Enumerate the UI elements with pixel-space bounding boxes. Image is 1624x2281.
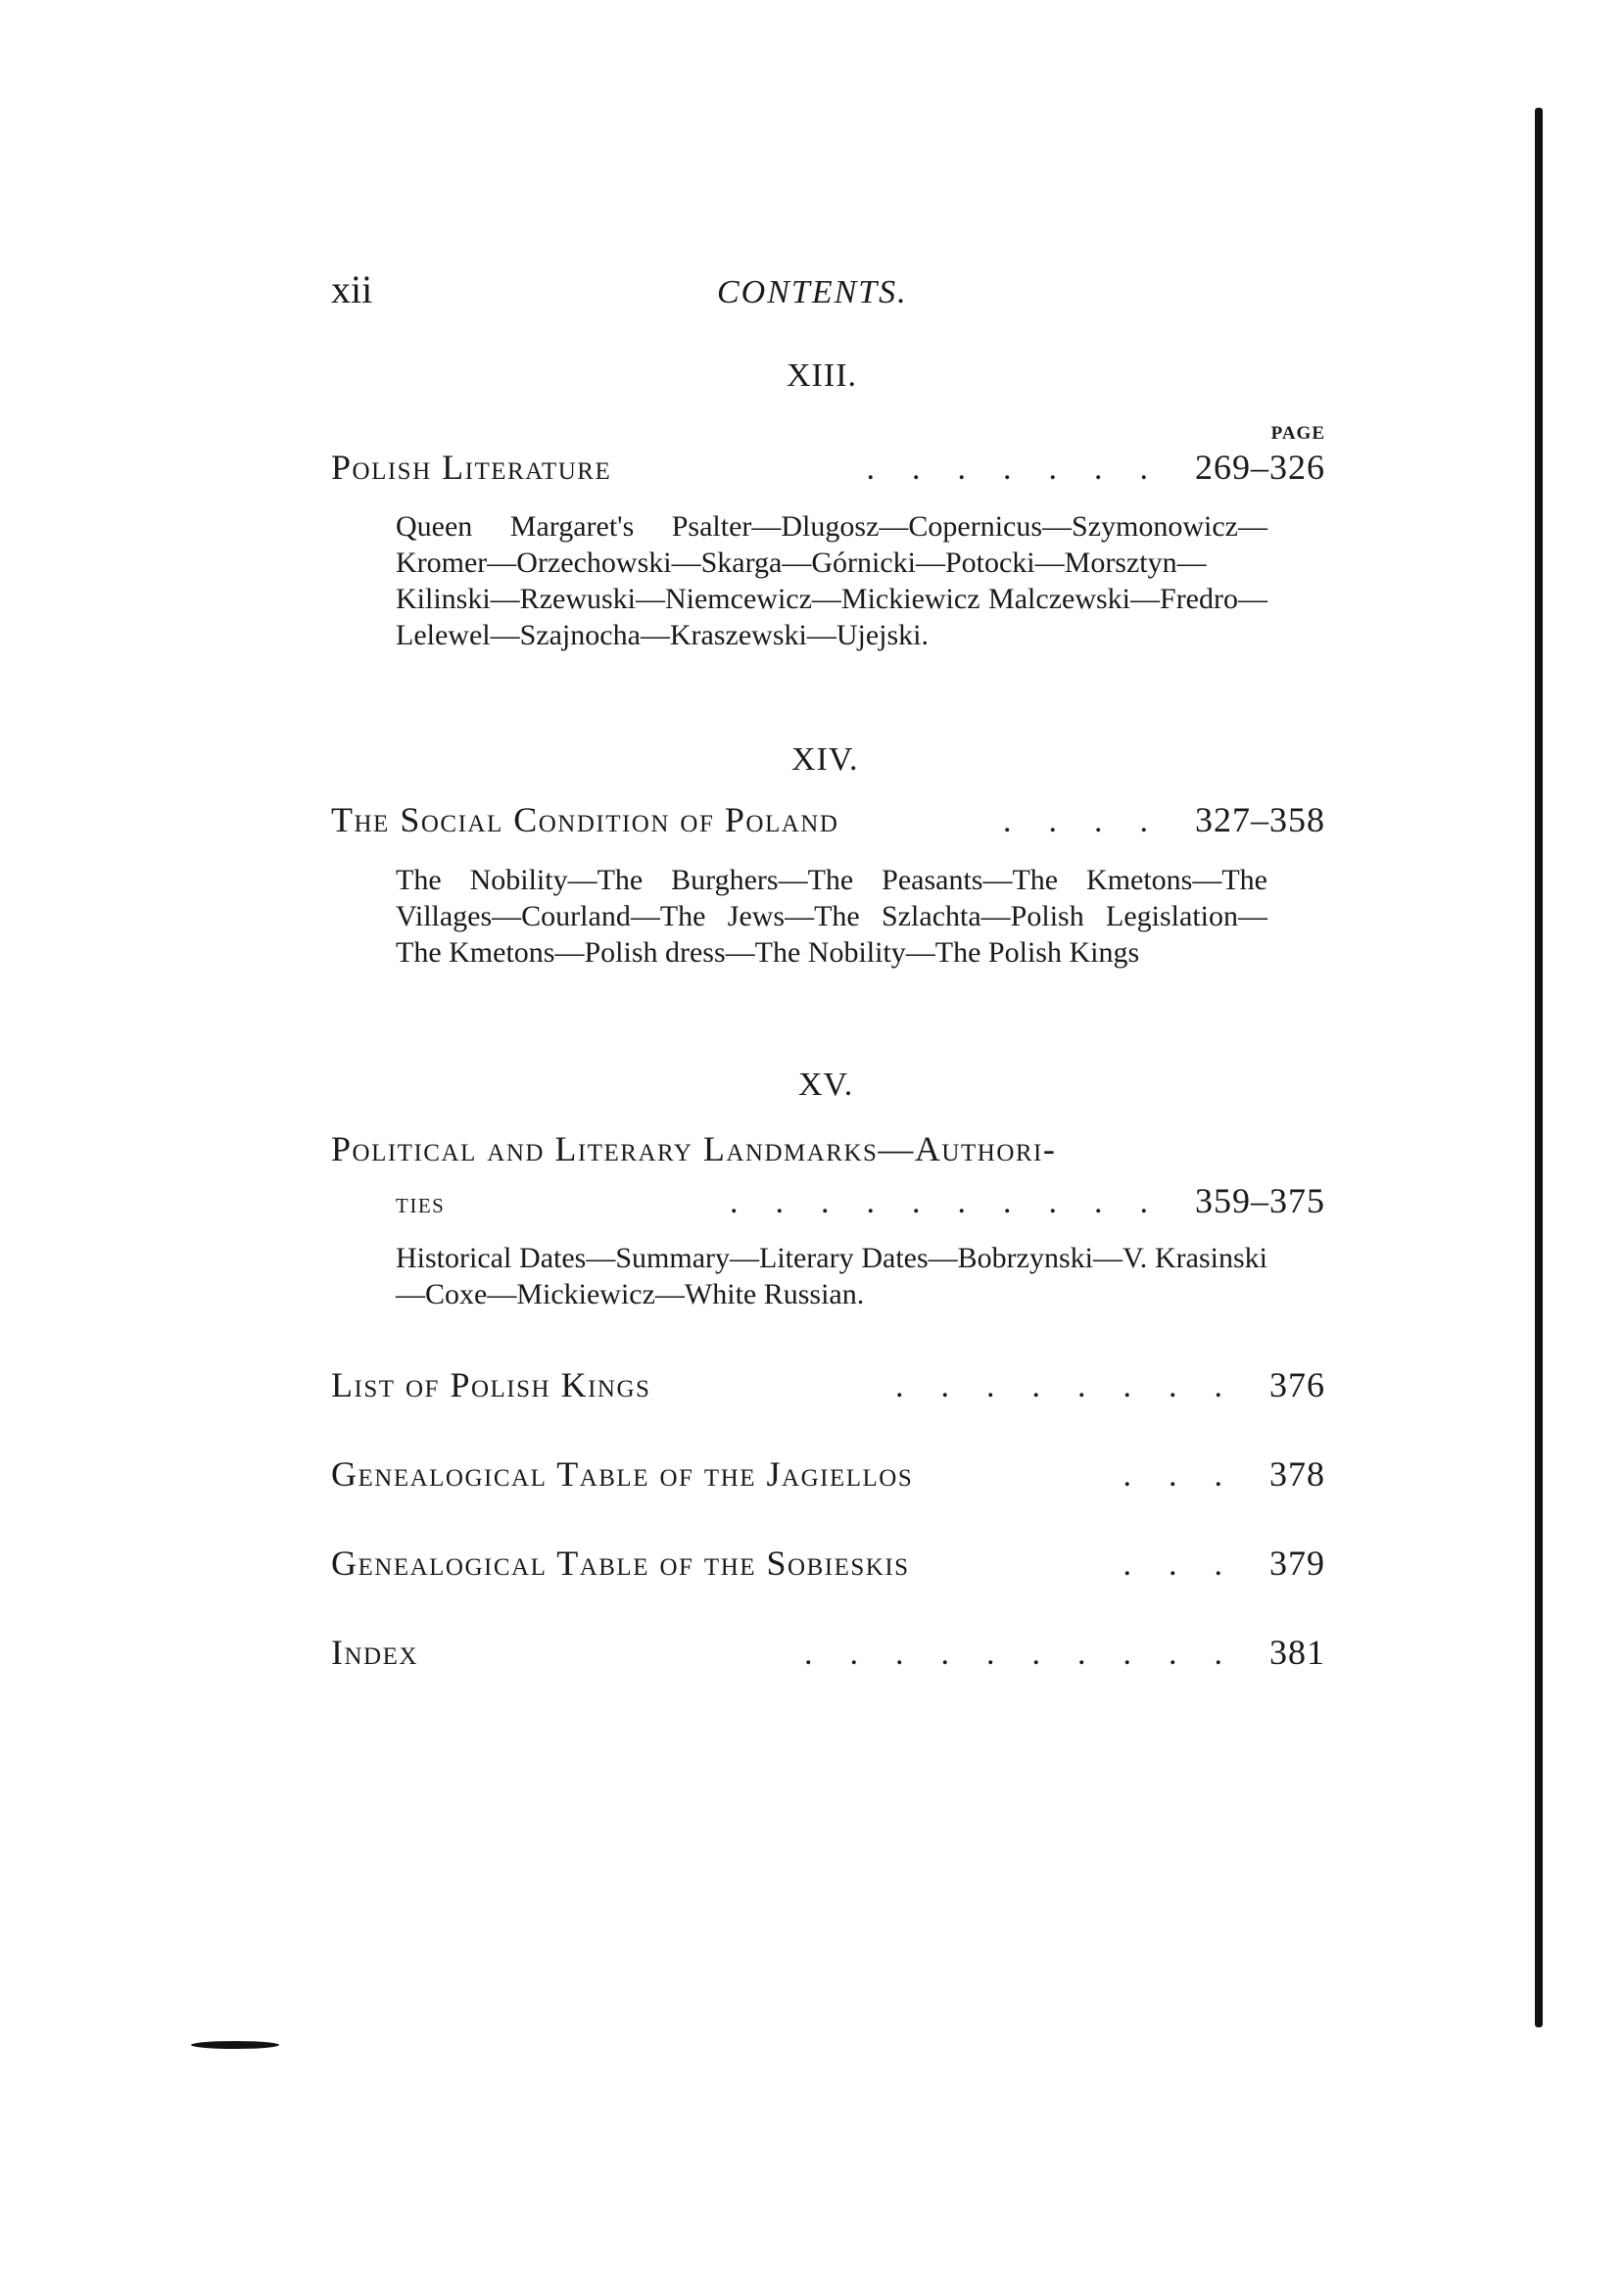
page-number: xii bbox=[331, 267, 373, 311]
entry-title: Index bbox=[331, 1633, 418, 1672]
dot-leader: ... bbox=[1122, 1457, 1260, 1494]
dot-leader: .......... bbox=[804, 1636, 1260, 1672]
toc-entry-index[interactable] bbox=[331, 1632, 1325, 1683]
entry-title: List of Polish Kings bbox=[331, 1365, 651, 1404]
entry-title-continuation: ties bbox=[396, 1187, 446, 1219]
entry-title: Genealogical Table of the Jagiellos bbox=[331, 1454, 914, 1494]
entry-pages: 378 bbox=[1269, 1454, 1325, 1494]
toc-entry-polish-literature[interactable] bbox=[331, 447, 1325, 498]
toc-entry-sobieskis[interactable] bbox=[331, 1543, 1325, 1593]
entry-description: The Nobility—The Burghers—The Peasants—The Kmetons—The Villages—Courland—The Jews—The Szlachta—Polish Legislation—The Kmetons—Polish dress—The Nobility—The Polish Kings bbox=[396, 864, 1267, 969]
entry-pages: 381 bbox=[1269, 1633, 1325, 1672]
entry-title: Genealogical Table of the Sobieskis bbox=[331, 1544, 910, 1583]
toc-entry-jagiellos[interactable] bbox=[331, 1453, 1325, 1504]
dot-leader: ... bbox=[1122, 1546, 1260, 1583]
toc-entry-social-condition[interactable] bbox=[331, 799, 1325, 850]
section-numeral-xv: XV. bbox=[798, 1067, 854, 1103]
entry-pages: 379 bbox=[1269, 1544, 1325, 1583]
toc-entry-political-landmarks[interactable] bbox=[331, 1128, 1325, 1179]
entry-title: Polish Literature bbox=[331, 448, 612, 487]
dot-leader: .... bbox=[1003, 803, 1185, 839]
section-numeral-xiii: XIII. bbox=[787, 357, 858, 394]
entry-title: Political and Literary Landmarks—Authori- bbox=[331, 1129, 1057, 1168]
ink-smudge bbox=[191, 2041, 279, 2049]
dot-leader: ........ bbox=[895, 1368, 1260, 1404]
page-column-label: PAGE bbox=[1270, 423, 1325, 444]
entry-pages: 359–375 bbox=[1195, 1181, 1325, 1220]
dot-leader: ....... bbox=[866, 451, 1185, 487]
dot-leader: .......... bbox=[730, 1184, 1185, 1220]
entry-description: Historical Dates—Summary—Literary Dates—Bobrzynski—V. Krasinski—Coxe—Mickiewicz—White Russian. bbox=[396, 1242, 1267, 1310]
toc-entry-list-of-kings[interactable] bbox=[331, 1364, 1325, 1415]
page-edge-shadow bbox=[1535, 108, 1543, 2027]
toc-entry-political-landmarks-cont[interactable] bbox=[396, 1180, 1325, 1231]
entry-pages: 327–358 bbox=[1195, 800, 1325, 839]
entry-pages: 376 bbox=[1269, 1365, 1325, 1404]
entry-description: Queen Margaret's Psalter—Dlugosz—Copernicus—Szymonowicz—Kromer—Orzechowski—Skarga—Górnicki—Potocki—Morsztyn—Kilinski—Rzewuski—Niemcewicz—Mickiewicz Malczewski—Fredro—Lelewel—Szajnocha—Kraszewski—Ujejski. bbox=[396, 510, 1267, 651]
running-title: CONTENTS. bbox=[717, 274, 908, 310]
entry-pages: 269–326 bbox=[1195, 448, 1325, 487]
section-numeral-xiv: XIV. bbox=[791, 741, 859, 778]
entry-title: The Social Condition of Poland bbox=[331, 800, 839, 839]
